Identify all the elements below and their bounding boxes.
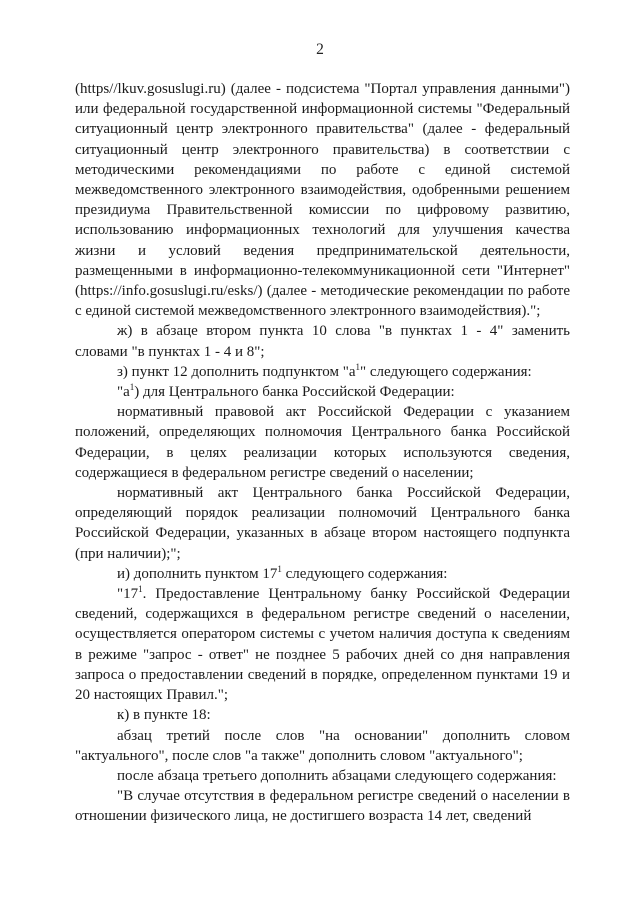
superscript: 1	[355, 361, 360, 372]
superscript: 1	[277, 563, 282, 574]
paragraph	[75, 483, 570, 564]
paragraph-text: ж) в абзаце втором пункта 10 слова "в пунктах 1 - 4" заменить словами "в пунктах 1 - 4 и 8";	[75, 323, 570, 360]
paragraph	[75, 766, 570, 786]
superscript: 1	[129, 382, 135, 393]
paragraph-text: и) дополнить пунктом 17	[117, 565, 278, 582]
paragraph-text: после абзаца третьего дополнить абзацами следующего содержания:	[117, 767, 557, 784]
paragraph	[75, 402, 570, 483]
paragraph	[75, 362, 570, 382]
paragraph-text: следующего содержания:	[281, 565, 448, 582]
paragraph-text: "а	[117, 384, 130, 401]
paragraph	[75, 79, 570, 321]
paragraph-text: " следующего содержания:	[359, 363, 532, 380]
paragraph	[75, 705, 570, 725]
paragraph-text: нормативный акт Центрального банка Российской Федерации, определяющий порядок реализации полномочий Центрального банка Российской Федерации, указанных в абзаце втором настоящего подпункта (при наличии);";	[75, 485, 570, 562]
paragraph-text: . Предоставление Центральному банку Российской Федерации сведений, содержащихся в федеральном регистре сведений о населении, осуществляется оператором системы с учетом наличия доступа к сведениям в режиме "запрос - ответ" не позднее 5 рабочих дней со дня направления запроса о предоставлении сведений в порядке, определенном пунктами 19 и 20 настоящих Правил.";	[75, 586, 570, 704]
paragraph	[75, 382, 570, 402]
paragraph-text: к) в пункте 18:	[117, 707, 211, 724]
document-body	[75, 79, 570, 827]
paragraph	[75, 321, 570, 361]
superscript: 1	[138, 584, 143, 595]
paragraph-text: (https//lkuv.gosuslugi.ru) (далее - подсистема "Портал управления данными") или федеральной государственной информационной системы "Федеральный ситуационный центр электронного правительства" (далее - федеральный ситуационный центр электронного правительства) в соответствии с методическими рекомендациями по работе с единой системой межведомственного электронного взаимодействия, одобренными решением президиума Правительственной комиссии по цифровому развитию, использованию информационных технологий для улучшения качества жизни и условий ведения предпринимательской деятельности, размещенными в информационно-телекоммуникационной сети "Интернет" (https://info.gosuslugi.ru/esks/) (далее - методические рекомендации по работе с единой системой межведомственного электронного взаимодействия).";	[75, 81, 570, 320]
paragraph	[75, 726, 570, 766]
page-number: 2	[316, 41, 324, 58]
paragraph	[75, 584, 570, 705]
paragraph-text: "В случае отсутствия в федеральном регистре сведений о населении в отношении физического лица, не достигшего возраста 14 лет, сведений	[75, 788, 570, 825]
paragraph-text: нормативный правовой акт Российской Федерации с указанием положений, определяющих полномочия Центрального банка Российской Федерации, в целях реализации которых используются сведения, содержащиеся в федеральном регистре сведений о населении;	[75, 404, 570, 481]
paragraph-text: "17	[117, 586, 139, 603]
paragraph	[75, 564, 570, 584]
paragraph-text: з) пункт 12 дополнить подпунктом "а	[117, 363, 356, 380]
paragraph	[75, 786, 570, 826]
paragraph-text: абзац третий после слов "на основании" дополнить словом "актуального", после слов "а также" дополнить словом "актуального";	[75, 727, 570, 764]
paragraph-text: ) для Центрального банка Российской Федерации:	[134, 384, 455, 401]
